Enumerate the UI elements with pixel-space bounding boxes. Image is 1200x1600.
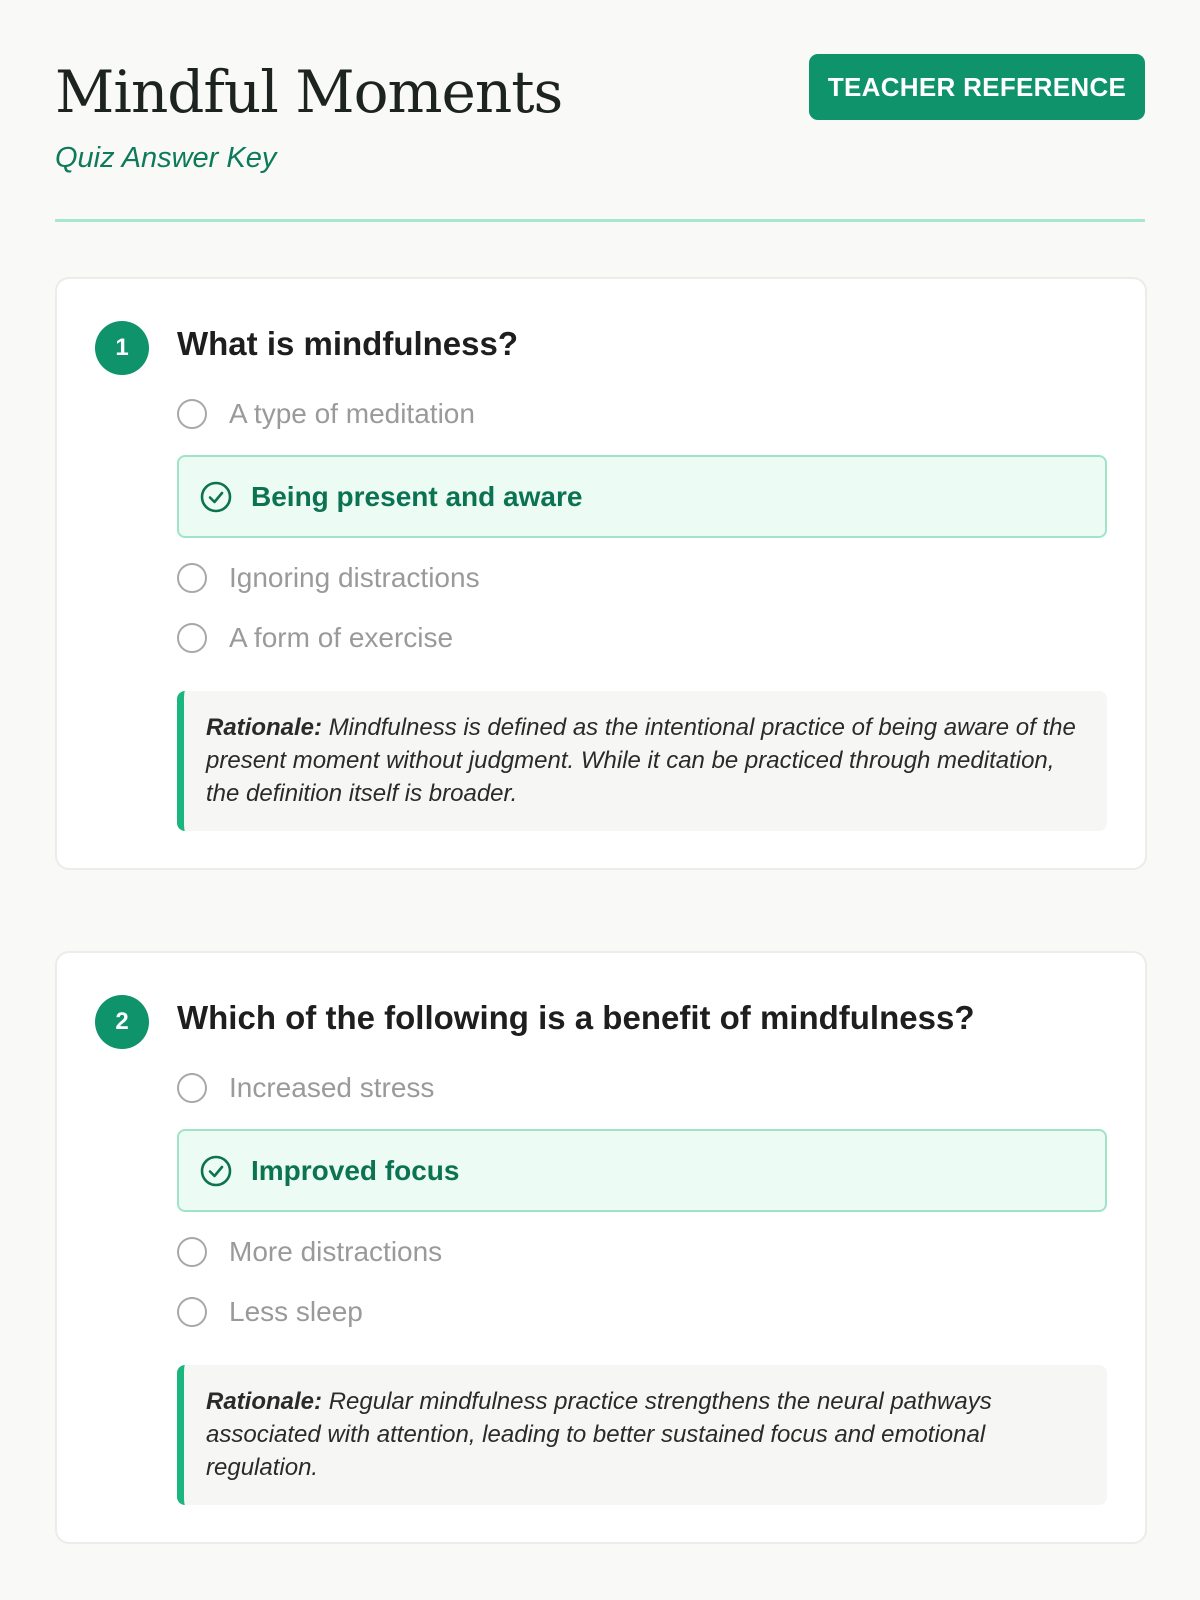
question-text: Which of the following is a benefit of mindfulness?	[177, 999, 975, 1036]
question-text: What is mindfulness?	[177, 325, 519, 362]
question-card	[55, 951, 1147, 1544]
option-label: A form of exercise	[229, 622, 454, 653]
teacher-reference-badge: TEACHER REFERENCE	[809, 54, 1145, 120]
option-label: Ignoring distractions	[229, 562, 480, 593]
radio-icon	[177, 563, 207, 593]
page-subtitle: Quiz Answer Key	[55, 142, 277, 174]
option-label: Increased stress	[229, 1072, 435, 1103]
rationale-label: Rationale:	[206, 714, 323, 741]
check-circle-icon	[199, 480, 233, 514]
question-number-badge: 2	[95, 995, 149, 1049]
page-header	[55, 50, 1145, 222]
correct-answer-option	[177, 1129, 1107, 1212]
answer-option	[177, 394, 475, 434]
page-title: Mindful Moments	[55, 58, 563, 126]
correct-answer-option	[177, 455, 1107, 538]
radio-icon	[177, 1237, 207, 1267]
answer-option	[177, 618, 453, 658]
correct-option-label: Improved focus	[251, 1154, 460, 1186]
radio-icon	[177, 399, 207, 429]
correct-option-label: Being present and aware	[251, 480, 583, 512]
check-circle-icon	[199, 1154, 233, 1188]
rationale-box	[177, 691, 1107, 831]
rationale-box	[177, 1365, 1107, 1505]
answer-option	[177, 1068, 434, 1108]
rationale-label: Rationale:	[206, 1388, 323, 1415]
option-label: More distractions	[229, 1236, 443, 1267]
answer-option	[177, 1292, 363, 1332]
option-label: A type of meditation	[229, 398, 475, 429]
rationale-text: Mindfulness is defined as the intentional practice of being aware of the present moment without judgment. While it can be practiced through meditation, the definition itself is broader.	[206, 714, 1076, 807]
option-label: Less sleep	[229, 1296, 363, 1327]
radio-icon	[177, 623, 207, 653]
question-number-badge: 1	[95, 321, 149, 375]
answer-option	[177, 558, 480, 598]
radio-icon	[177, 1297, 207, 1327]
answer-option	[177, 1232, 442, 1272]
radio-icon	[177, 1073, 207, 1103]
rationale-text: Regular mindfulness practice strengthens the neural pathways associated with attention, leading to better sustained focus and emotional regulation.	[206, 1388, 992, 1481]
question-card	[55, 277, 1147, 870]
